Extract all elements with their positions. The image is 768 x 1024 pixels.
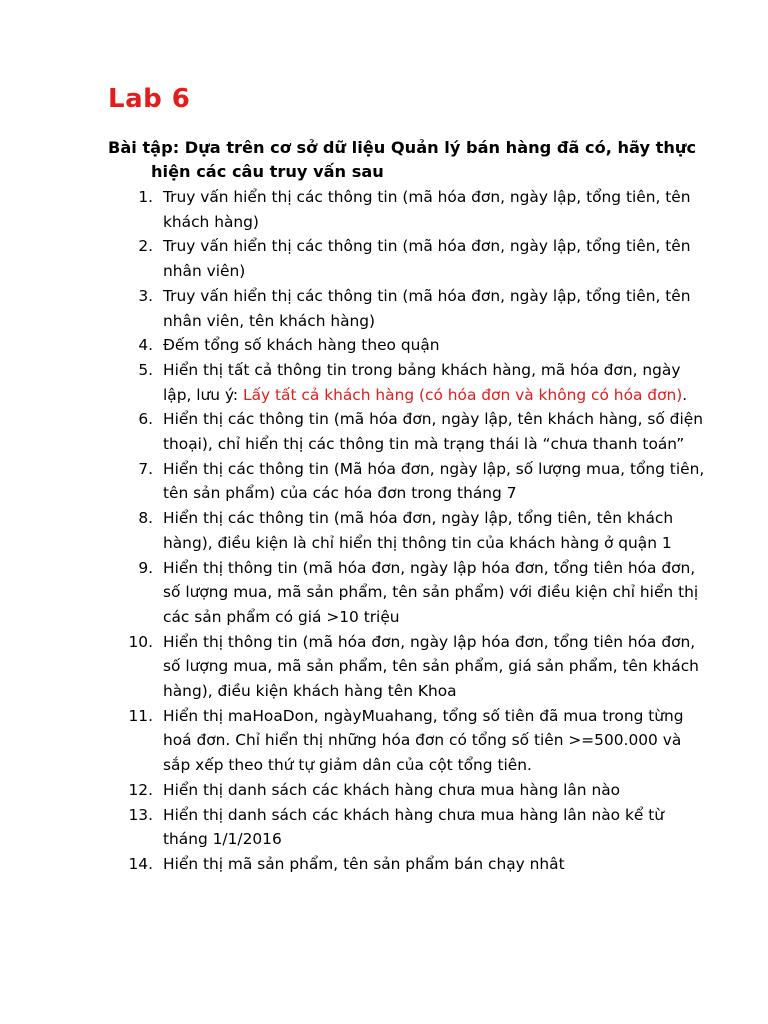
question-item-3 <box>108 284 708 333</box>
question-text: Hiển thị danh sách các khách hàng chưa mua hàng lân nào kể từ tháng 1/1/2016 <box>163 805 665 849</box>
exercise-intro <box>108 136 708 184</box>
question-text: Hiển thị các thông tin (mã hóa đơn, ngày lập, tên khách hàng, số điện thoại), chỉ hiển thị các thông tin mà trạng thái là “chưa thanh toán” <box>163 410 703 454</box>
lab-title: Lab 6 <box>108 84 191 114</box>
question-text: Hiển thị thông tin (mã hóa đơn, ngày lập hóa đơn, tổng tiên hóa đơn, số lượng mua, mã sản phẩm, tên sản phẩm) với điều kiện chỉ hiển thị các sản phẩm có giá >10 triệu <box>163 558 699 626</box>
question-item-9 <box>108 556 708 630</box>
question-item-2 <box>108 234 708 283</box>
question-item-1 <box>108 185 708 234</box>
question-text: Truy vấn hiển thị các thông tin (mã hóa đơn, ngày lập, tổng tiên, tên nhân viên, tên khách hàng) <box>163 286 691 330</box>
question-number: 3. <box>138 286 153 305</box>
question-number: 10. <box>128 632 153 651</box>
question-item-12 <box>108 778 708 803</box>
question-number: 2. <box>138 237 153 256</box>
question-text: Truy vấn hiển thị các thông tin (mã hóa đơn, ngày lập, tổng tiên, tên khách hàng) <box>163 188 691 231</box>
question-text-highlight: Lấy tất cả khách hàng (có hóa đơn và không có hóa đơn) <box>243 385 683 404</box>
question-text <box>163 358 708 407</box>
question-number: 11. <box>128 706 153 725</box>
question-text: Hiển thị mã sản phẩm, tên sản phẩm bán chạy nhât <box>163 854 565 873</box>
question-text: Truy vấn hiển thị các thông tin (mã hóa đơn, ngày lập, tổng tiên, tên nhân viên) <box>163 237 691 281</box>
question-text: Hiển thị danh sách các khách hàng chưa mua hàng lân nào <box>163 780 621 799</box>
question-text: Hiển thị thông tin (mã hóa đơn, ngày lập hóa đơn, tổng tiên hóa đơn, số lượng mua, mã sản phẩm, tên sản phẩm, giá sản phẩm, tên khách hàng), điều kiện khách hàng tên Khoa <box>163 632 699 701</box>
question-item-14 <box>108 852 708 877</box>
intro-line-1: Bài tập: Dựa trên cơ sở dữ liệu Quản lý bán hàng đã có, hãy thực <box>108 138 697 157</box>
question-text: Hiển thị các thông tin (mã hóa đơn, ngày lập, tổng tiên, tên khách hàng), điều kiện là chỉ hiển thị thông tin của khách hàng ở quận 1 <box>163 509 674 552</box>
question-item-10 <box>108 630 708 704</box>
question-item-7 <box>108 457 708 506</box>
question-item-5 <box>108 358 708 407</box>
question-number: 13. <box>128 805 153 824</box>
question-number: 4. <box>138 336 153 355</box>
intro-line-2: hiện các câu truy vấn sau <box>151 162 384 181</box>
question-text-normal: Hiển thị tất cả thông tin trong bảng khách hàng, mã hóa đơn, ngày lập, lưu ý: <box>163 360 681 404</box>
question-number: 9. <box>138 558 153 577</box>
question-number: 1. <box>138 188 153 206</box>
question-number: 8. <box>138 509 153 528</box>
question-text-period: . <box>682 385 688 404</box>
question-text: Đếm tổng số khách hàng theo quận <box>163 336 440 355</box>
question-number: 12. <box>128 780 153 799</box>
question-item-8 <box>108 506 708 555</box>
question-item-13 <box>108 803 708 852</box>
question-number: 6. <box>138 410 153 429</box>
question-number: 7. <box>138 459 153 478</box>
question-text: Hiển thị các thông tin (Mã hóa đơn, ngày lập, số lượng mua, tổng tiên, tên sản phẩm) của các hóa đơn trong tháng 7 <box>163 459 705 503</box>
question-item-4 <box>108 333 708 358</box>
question-item-6 <box>108 407 708 456</box>
question-list <box>108 185 708 877</box>
question-number: 5. <box>138 360 153 379</box>
question-item-11 <box>108 704 708 778</box>
question-text: Hiển thị maHoaDon, ngàyMuahang, tổng số tiên đã mua trong từng hoá đơn. Chỉ hiển thị những hóa đơn có tổng số tiên >=500.000 và sắp xếp theo thứ tự giảm dân của cột tổng tiên. <box>163 706 684 775</box>
question-number: 14. <box>128 854 153 873</box>
